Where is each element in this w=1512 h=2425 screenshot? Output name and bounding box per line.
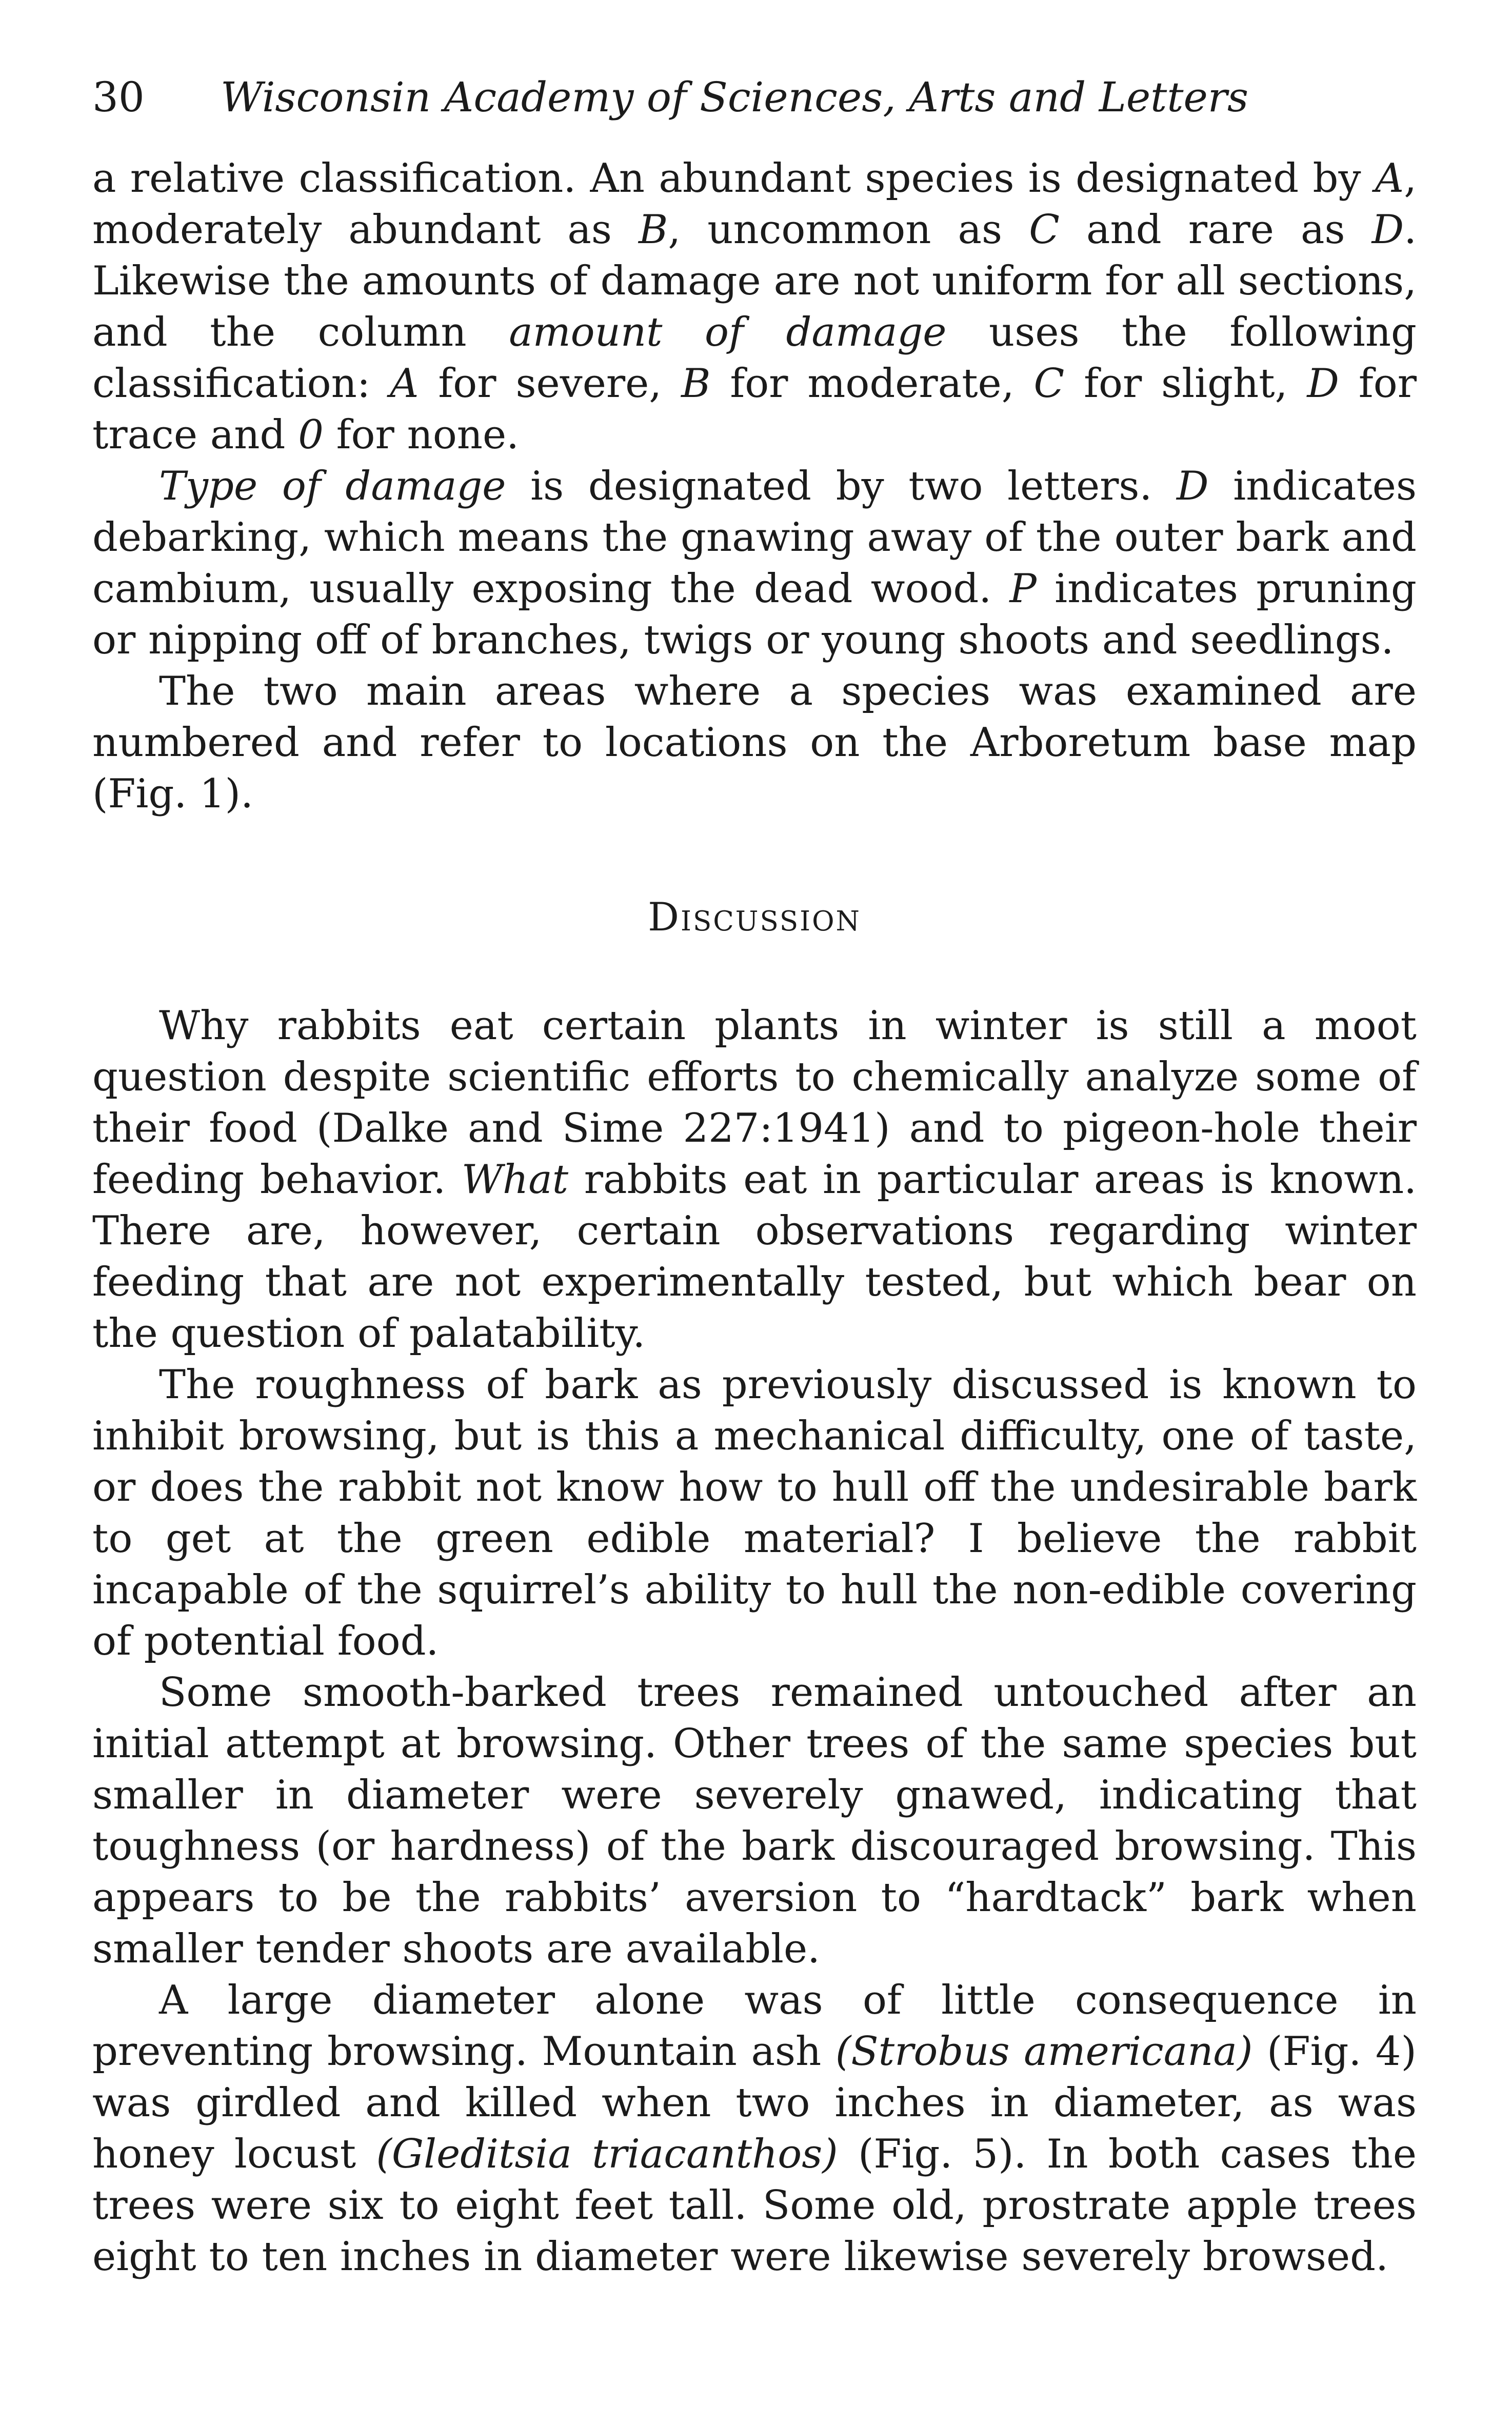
section-heading-discussion: Discussion [648,894,861,940]
paragraph-main-areas: The two main areas where a species was examined are numbered and refer to locations on the Arboretum base map (Fig. 1). [92,668,1417,817]
paragraph-roughness-of-bark: The roughness of bark as previously discussed is known to inhibit browsing, but is this a mechanical difficulty, one of taste, or does the rabbit not know how to hull off the undesirable bark to get at the green edible material? I believe the rabbit incapable of the squirrel’s ability to hull the non-edible covering of potential food. [92,1362,1417,1664]
paragraph-smooth-barked-trees: Some smooth-barked trees remained untouched after an initial attempt at browsing. Other trees of the same species but smaller in diameter were severely gnawed, indicating that toughness (or hardness) of the bark discouraged browsing. This appears to be the rabbits’ aversion to “hardtack” bark when smaller tender shoots are available. [92,1669,1417,1972]
paragraph-classification: a relative classification. An abundant species is designated by A, moderately abundant as B, uncommon as C and rare as D. Likewise the amounts of damage are not uniform for all sections, and the column amount of damage uses the following classification: A for severe, B for moderate, C for slight, D for trace and 0 for none. [92,155,1417,458]
paragraph-large-diameter: A large diameter alone was of little consequence in preventing browsing. Mountain ash (Strobus americana) (Fig. 4) was girdled and killed when two inches in diameter, as was honey locust (Gleditsia triacanthos) (Fig. 5). In both cases the trees were six to eight feet tall. Some old, prostrate apple trees eight to ten inches in diameter were likewise severely browsed. [92,1977,1417,2280]
running-head [92,72,1417,123]
paragraph-why-rabbits: Why rabbits eat certain plants in winter is still a moot question despite scientific efforts to chemically analyze some of their food (Dalke and Sime 227:1941) and to pigeon-hole their feeding behavior. What rabbits eat in particular areas is known. There are, however, certain observations regarding winter feeding that are not experimentally tested, but which bear on the question of palatability. [92,1003,1417,1357]
journal-title: Wisconsin Academy of Sciences, Arts and Letters [221,73,1249,121]
document-page [92,72,1417,2282]
paragraph-type-of-damage: Type of damage is designated by two letters. D indicates debarking, which means the gnawing away of the outer bark and cambium, usually exposing the dead wood. P indicates pruning or nipping off of branches, twigs or young shoots and seedlings. [92,463,1417,663]
page-number: 30 [92,73,145,121]
